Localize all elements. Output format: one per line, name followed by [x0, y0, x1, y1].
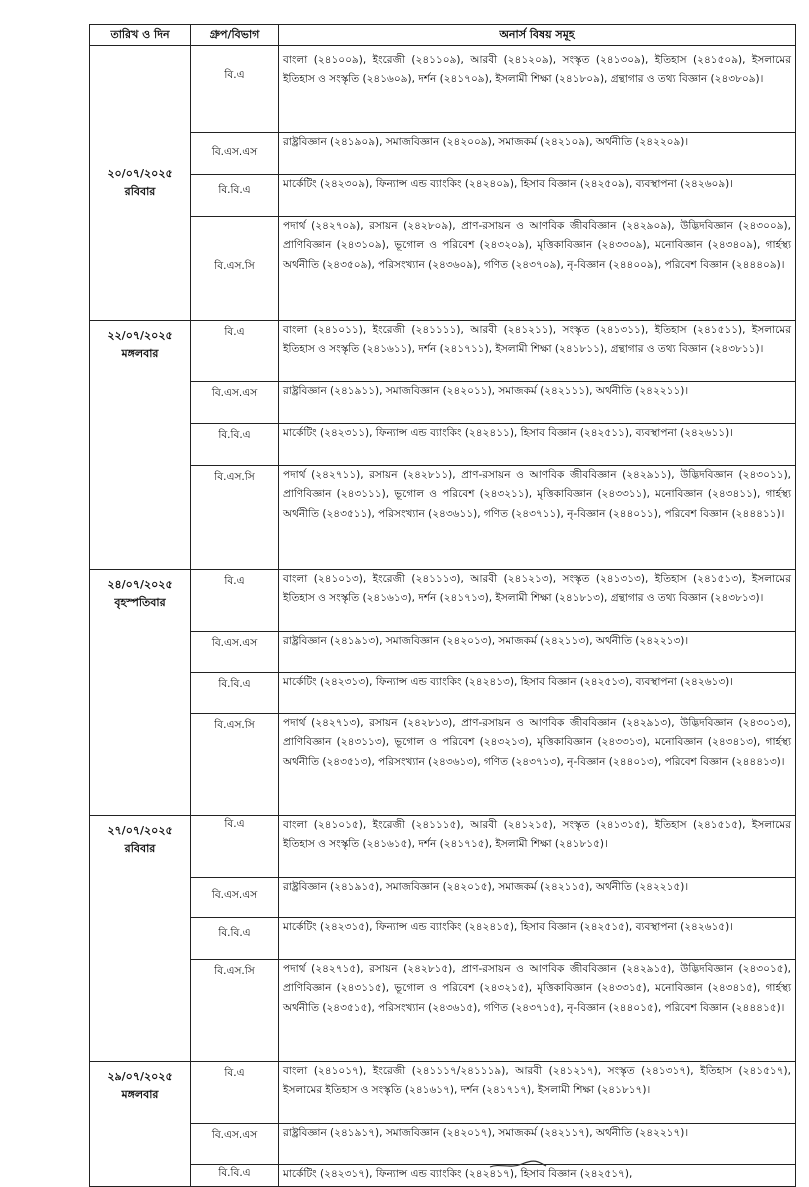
subjects-cell: বাংলা (২৪১০১৩), ইংরেজী (২৪১১১৩), আরবী (২৪১২১৩), সংস্কৃত (২৪১৩১৩), ইতিহাস (২৪১৫১৩), ইসলামের ইতিহাস ও সংস্কৃতি (২৪১৬১৩), দর্শন (২৪১৭১৩), ইসলামী শিক্ষা (২৪১৮১৩), গ্রন্থাগার ও তথ্য বিজ্ঞান (২৪৩৮১৩)।: [279, 570, 796, 632]
group-cell: বি.এ: [191, 321, 279, 382]
exam-date: ২৭/০৭/২০২৫: [107, 824, 173, 837]
subjects-cell: রাষ্ট্রবিজ্ঞান (২৪১৯১১), সমাজবিজ্ঞান (২৪২০১১), সমাজকর্ম (২৪২১১১), অর্থনীতি (২৪২২১১)।: [279, 382, 796, 424]
date-cell: [90, 570, 191, 816]
exam-weekday: বৃহস্পতিবার: [114, 596, 166, 609]
date-cell: [90, 321, 191, 570]
date-cell: [90, 816, 191, 1062]
subjects-cell: বাংলা (২৪১০১১), ইংরেজী (২৪১১১১), আরবী (২৪১২১১), সংস্কৃত (২৪১৩১১), ইতিহাস (২৪১৫১১), ইসলামের ইতিহাস ও সংস্কৃতি (২৪১৬১১), দর্শন (২৪১৭১১), ইসলামী শিক্ষা (২৪১৮১১), গ্রন্থাগার ও তথ্য বিজ্ঞান (২৪৩৮১১)।: [279, 321, 796, 382]
table-row: [90, 133, 796, 175]
subjects-cell: মার্কেটিং (২৪২৩১৭), ফিন্যান্স এন্ড ব্যাংকিং (২৪২৪১৭), হিসাব বিজ্ঞান (২৪২৫১৭),: [279, 1165, 796, 1187]
group-cell: বি.এ: [191, 46, 279, 133]
subjects-cell: মার্কেটিং (২৪২৩০৯), ফিন্যান্স এন্ড ব্যাংকিং (২৪২৪০৯), হিসাব বিজ্ঞান (২৪২৫০৯), ব্যবস্থাপনা (২৪২৬০৯)।: [279, 175, 796, 217]
table-row: [90, 714, 796, 816]
exam-weekday: রবিবার: [124, 185, 156, 198]
group-cell: বি.এস.এস: [191, 133, 279, 175]
exam-routine-sheet: [89, 24, 795, 1187]
subjects-cell: পদার্থ (২৪২৭০৯), রসায়ন (২৪২৮০৯), প্রাণ-রসায়ন ও আণবিক জীববিজ্ঞান (২৪২৯০৯), উদ্ভিদবিজ্ঞান (২৪৩০০৯), প্রাণিবিজ্ঞান (২৪৩১০৯), ভূগোল ও পরিবেশ (২৪৩২০৯), মৃত্তিকাবিজ্ঞান (২৪৩৩০৯), মনোবিজ্ঞান (২৪৩৪০৯), গার্হস্থ্য অর্থনীতি (২৪৩৫০৯), পরিসংখ্যান (২৪৩৬০৯), গণিত (২৪৩৭০৯), নৃ-বিজ্ঞান (২৪৪০০৯), পরিবেশ বিজ্ঞান (২৪৪৪০৯)।: [279, 217, 796, 321]
table-row: [90, 1165, 796, 1187]
subjects-cell: মার্কেটিং (২৪২৩১৩), ফিন্যান্স এন্ড ব্যাংকিং (২৪২৪১৩), হিসাব বিজ্ঞান (২৪২৫১৩), ব্যবস্থাপনা (২৪২৬১৩)।: [279, 673, 796, 714]
table-row: [90, 382, 796, 424]
date-column-header: তারিখ ও দিন: [90, 25, 191, 46]
exam-routine-table: [89, 24, 796, 1187]
subjects-cell: রাষ্ট্রবিজ্ঞান (২৪১৯০৯), সমাজবিজ্ঞান (২৪২০০৯), সমাজকর্ম (২৪২১০৯), অর্থনীতি (২৪২২০৯)।: [279, 133, 796, 175]
group-cell: বি.এস.এস: [191, 878, 279, 918]
table-row: [90, 424, 796, 466]
exam-weekday: মঙ্গলবার: [121, 347, 159, 360]
group-cell: বি.বি.এ: [191, 673, 279, 714]
table-row: [90, 918, 796, 960]
group-cell: বি.এ: [191, 570, 279, 632]
group-cell: বি.এস.এস: [191, 1124, 279, 1165]
group-cell: বি.এস.সি: [191, 466, 279, 570]
group-cell: বি.এ: [191, 1062, 279, 1124]
group-cell: বি.এস.সি: [191, 217, 279, 321]
date-cell: [90, 1062, 191, 1187]
table-row: [90, 816, 796, 878]
subjects-column-header: অনার্স বিষয় সমূহ: [279, 25, 796, 46]
subjects-cell: রাষ্ট্রবিজ্ঞান (২৪১৯১৩), সমাজবিজ্ঞান (২৪২০১৩), সমাজকর্ম (২৪২১১৩), অর্থনীতি (২৪২২১৩)।: [279, 632, 796, 673]
signature-stroke: [488, 1157, 548, 1171]
subjects-cell: পদার্থ (২৪২৭১৩), রসায়ন (২৪২৮১৩), প্রাণ-রসায়ন ও আণবিক জীববিজ্ঞান (২৪২৯১৩), উদ্ভিদবিজ্ঞান (২৪৩০১৩), প্রাণিবিজ্ঞান (২৪৩১১৩), ভূগোল ও পরিবেশ (২৪৩২১৩), মৃত্তিকাবিজ্ঞান (২৪৩৩১৩), মনোবিজ্ঞান (২৪৩৪১৩), গার্হস্থ্য অর্থনীতি (২৪৩৫১৩), পরিসংখ্যান (২৪৩৬১৩), গণিত (২৪৩৭১৩), নৃ-বিজ্ঞান (২৪৪০১৩), পরিবেশ বিজ্ঞান (২৪৪৪১৩)।: [279, 714, 796, 816]
group-cell: বি.বি.এ: [191, 1165, 279, 1187]
subjects-cell: পদার্থ (২৪২৭১১), রসায়ন (২৪২৮১১), প্রাণ-রসায়ন ও আণবিক জীববিজ্ঞান (২৪২৯১১), উদ্ভিদবিজ্ঞান (২৪৩০১১), প্রাণিবিজ্ঞান (২৪৩১১১), ভূগোল ও পরিবেশ (২৪৩২১১), মৃত্তিকাবিজ্ঞান (২৪৩৩১১), মনোবিজ্ঞান (২৪৩৪১১), গার্হস্থ্য অর্থনীতি (২৪৩৫১১), পরিসংখ্যান (২৪৩৬১১), গণিত (২৪৩৭১১), নৃ-বিজ্ঞান (২৪৪০১১), পরিবেশ বিজ্ঞান (২৪৪৪১১)।: [279, 466, 796, 570]
table-row: [90, 570, 796, 632]
table-row: [90, 46, 796, 133]
exam-weekday: রবিবার: [124, 842, 156, 855]
subjects-cell: বাংলা (২৪১০১৫), ইংরেজী (২৪১১১৫), আরবী (২৪১২১৫), সংস্কৃত (২৪১৩১৫), ইতিহাস (২৪১৫১৫), ইসলামের ইতিহাস ও সংস্কৃতি (২৪১৬১৫), দর্শন (২৪১৭১৫), ইসলামী শিক্ষা (২৪১৮১৫)।: [279, 816, 796, 878]
group-cell: বি.এ: [191, 816, 279, 878]
subjects-cell: রাষ্ট্রবিজ্ঞান (২৪১৯১৫), সমাজবিজ্ঞান (২৪২০১৫), সমাজকর্ম (২৪২১১৫), অর্থনীতি (২৪২২১৫)।: [279, 878, 796, 918]
table-row: [90, 217, 796, 321]
table-row: [90, 960, 796, 1062]
subjects-cell: মার্কেটিং (২৪২৩১১), ফিন্যান্স এন্ড ব্যাংকিং (২৪২৪১১), হিসাব বিজ্ঞান (২৪২৫১১), ব্যবস্থাপনা (২৪২৬১১)।: [279, 424, 796, 466]
table-row: [90, 673, 796, 714]
table-row: [90, 321, 796, 382]
header-row: [90, 25, 796, 46]
table-row: [90, 1124, 796, 1165]
group-cell: বি.এস.এস: [191, 382, 279, 424]
subjects-cell: বাংলা (২৪১০০৯), ইংরেজী (২৪১১০৯), আরবী (২৪১২০৯), সংস্কৃত (২৪১৩০৯), ইতিহাস (২৪১৫০৯), ইসলামের ইতিহাস ও সংস্কৃতি (২৪১৬০৯), দর্শন (২৪১৭০৯), ইসলামী শিক্ষা (২৪১৮০৯), গ্রন্থাগার ও তথ্য বিজ্ঞান (২৪৩৮০৯)।: [279, 46, 796, 133]
table-row: [90, 1062, 796, 1124]
group-cell: বি.বি.এ: [191, 918, 279, 960]
exam-date: ২৪/০৭/২০২৫: [107, 578, 173, 591]
table-row: [90, 632, 796, 673]
group-cell: বি.এস.সি: [191, 714, 279, 816]
exam-weekday: মঙ্গলবার: [121, 1088, 159, 1101]
group-cell: বি.এস.এস: [191, 632, 279, 673]
exam-date: ২৯/০৭/২০২৫: [107, 1070, 173, 1083]
exam-date: ২২/০৭/২০২৫: [107, 329, 173, 342]
group-column-header: গ্রুপ/বিভাগ: [191, 25, 279, 46]
subjects-cell: বাংলা (২৪১০১৭), ইংরেজী (২৪১১১৭/২৪১১১৯), আরবী (২৪১২১৭), সংস্কৃত (২৪১৩১৭), ইতিহাস (২৪১৫১৭), ইসলামের ইতিহাস ও সংস্কৃতি (২৪১৬১৭), দর্শন (২৪১৭১৭), ইসলামী শিক্ষা (২৪১৮১৭)।: [279, 1062, 796, 1124]
exam-date: ২০/০৭/২০২৫: [107, 167, 173, 180]
group-cell: বি.বি.এ: [191, 424, 279, 466]
routine-body: [90, 46, 796, 1187]
table-row: [90, 175, 796, 217]
subjects-cell: মার্কেটিং (২৪২৩১৫), ফিন্যান্স এন্ড ব্যাংকিং (২৪২৪১৫), হিসাব বিজ্ঞান (২৪২৫১৫), ব্যবস্থাপনা (২৪২৬১৫)।: [279, 918, 796, 960]
table-row: [90, 878, 796, 918]
date-cell: [90, 46, 191, 321]
subjects-cell: পদার্থ (২৪২৭১৫), রসায়ন (২৪২৮১৫), প্রাণ-রসায়ন ও আণবিক জীববিজ্ঞান (২৪২৯১৫), উদ্ভিদবিজ্ঞান (২৪৩০১৫), প্রাণিবিজ্ঞান (২৪৩১১৫), ভূগোল ও পরিবেশ (২৪৩২১৫), মৃত্তিকাবিজ্ঞান (২৪৩৩১৫), মনোবিজ্ঞান (২৪৩৪১৫), গার্হস্থ্য অর্থনীতি (২৪৩৫১৫), পরিসংখ্যান (২৪৩৬১৫), গণিত (২৪৩৭১৫), নৃ-বিজ্ঞান (২৪৪০১৫), পরিবেশ বিজ্ঞান (২৪৪৪১৫)।: [279, 960, 796, 1062]
group-cell: বি.এস.সি: [191, 960, 279, 1062]
group-cell: বি.বি.এ: [191, 175, 279, 217]
subjects-cell: রাষ্ট্রবিজ্ঞান (২৪১৯১৭), সমাজবিজ্ঞান (২৪২০১৭), সমাজকর্ম (২৪২১১৭), অর্থনীতি (২৪২২১৭)।: [279, 1124, 796, 1165]
table-row: [90, 466, 796, 570]
